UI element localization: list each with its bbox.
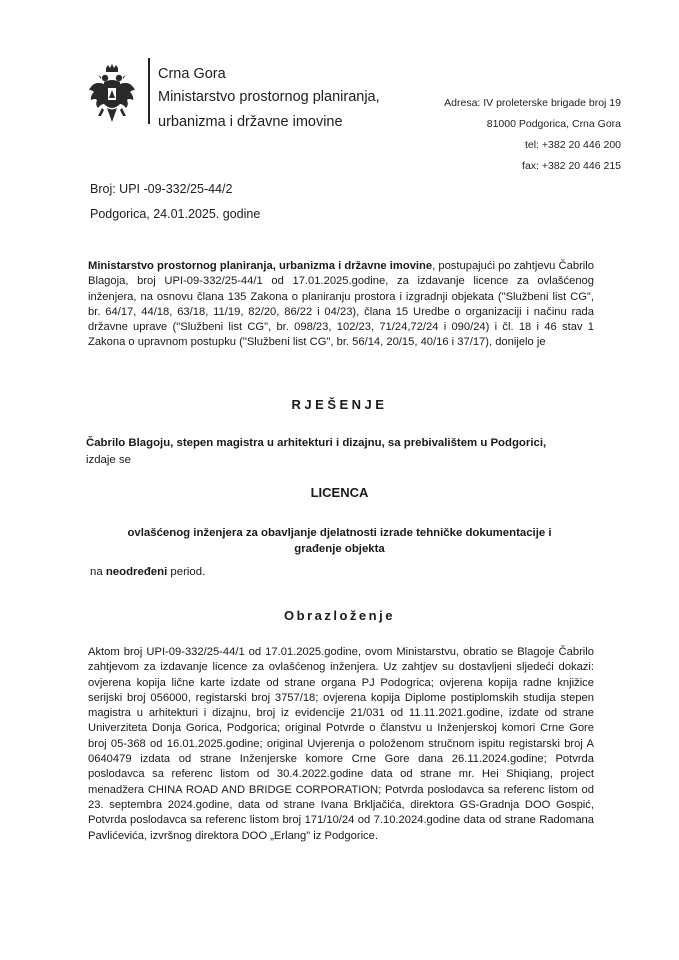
period-prefix: na bbox=[90, 566, 103, 578]
address-line-city: 81000 Podgorica, Crna Gora bbox=[486, 118, 621, 130]
document-date: Podgorica, 24.01.2025. godine bbox=[90, 207, 261, 221]
address-line-fax: fax: +382 20 446 215 bbox=[522, 160, 621, 172]
licence-period bbox=[90, 566, 205, 578]
intro-bold-lead: Ministarstvo prostornog planiranja, urbanizma i državne imovine bbox=[88, 260, 433, 272]
reasoning-paragraph: Aktom broj UPI-09-332/25-44/1 od 17.01.2025.godine, ovom Ministarstvu, obratio se Blagoje Čabrilo zahtjevom za izdavanje licence za ovlašćenog inženjera. Uz zahtjev su dostavljeni sljedeći dokazi: ovjerena kopija lične karte izdate od strane organa PJ Podogrica; ovjerena kopija radne knjižice serijski broj 056000, registarski broj 3757/18; ovjerena kopija Diplome postiplomskih studija stepen magistra u arhitekturi i dizajnu, broj iz evidencije 21/031 od 11.11.2021.godine, izdate od strane Univerziteta Donja Gorica, Podgorica; original Potvrde o članstvu u Inženjerskoj komori Crne Gore broj 05-368 od 16.01.2025.godine; original Uvjerenja o položenom stručnom ispitu registarski broj A 0640479 izdata od strane Inženjerske komore Crne Gore dana 26.11.2024.godine; Potvrda poslodavca sa referenc listom od 30.4.2022.godine data od strane mr. Hei Shiqiang, project menadžera CHINA ROAD AND BRIDGE CORPORATION; Potvrda poslodavca sa referenc listom od 23. septembra 2024.godine, data od strane Ivana Brkljačića, direktora GS-Gradnja DOO Gospić, Potvrda poslodavca sa referenc listom broj 171/10/24 od 7.10.2024.godine data od strane Radomana Pavlićevića, izvršnog direktora DOO „Erlang" iz Podgorice. bbox=[88, 646, 594, 842]
coat-of-arms-icon bbox=[88, 64, 136, 124]
decision-title: RJEŠENJE bbox=[291, 397, 388, 412]
period-suffix: period. bbox=[170, 566, 206, 578]
reference-number: Broj: UPI -09-332/25-44/2 bbox=[90, 182, 233, 196]
header-divider bbox=[148, 58, 150, 124]
licence-description-line-1: ovlašćenog inženjera za obavljanje djelatnosti izrade tehničke dokumentacije i bbox=[127, 527, 552, 539]
address-line-street: Adresa: IV proleterske brigade broj 19 bbox=[444, 97, 621, 109]
licence-description-line-2: građenje objekta bbox=[294, 543, 385, 555]
ministry-name-line-1: Crna Gora bbox=[158, 66, 226, 82]
intro-paragraph bbox=[88, 259, 594, 351]
ministry-name-line-3: urbanizma i državne imovine bbox=[158, 114, 343, 130]
address-line-phone: tel: +382 20 446 200 bbox=[524, 139, 621, 151]
licence-title: LICENCA bbox=[310, 485, 369, 500]
ministry-name-line-2: Ministarstvo prostornog planiranja, bbox=[158, 89, 380, 105]
intro-text: , postupajući po zahtjevu Čabrilo Blagoja, broj UPI-09-332/25-44/1 od 17.01.2025.godine, za izdavanje licence za ovlašćenog inženjera, na osnovu člana 135 Zakona o planiranju prostora i izgradnji objekata ("Službeni list CG", br. 64/17, 44/18, 63/18, 11/19, 82/20, 86/22 i 04/23), člana 15 Uredbe o organizaciji i načinu rada državne uprave ("Službeni list CG", br. 098/23, 102/23, 71/24,72/24 i 090/24) i čl. 18 i 46 stav 1 Zakona o upravnom postupku ("Službeni list CG", br. 56/14, 20/15, 40/16 i 37/17), donijelo je bbox=[88, 260, 594, 349]
issued-line: izdaje se bbox=[86, 454, 131, 466]
grant-line: Čabrilo Blagoju, stepen magistra u arhitekturi i dizajnu, sa prebivalištem u Podgorici, bbox=[86, 437, 547, 449]
period-bold: neodređeni bbox=[105, 566, 168, 578]
reasoning-title: Obrazloženje bbox=[284, 608, 395, 623]
